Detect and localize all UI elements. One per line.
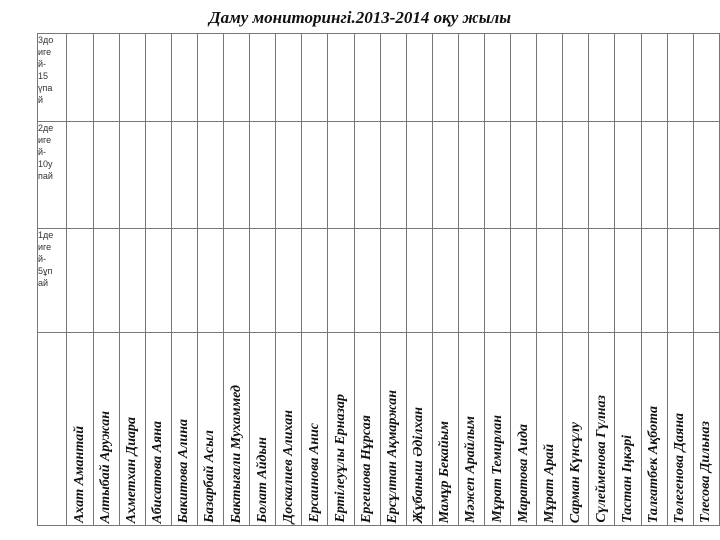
student-name-cell xyxy=(667,333,693,526)
score-row xyxy=(38,122,720,229)
row-header-line: 15 xyxy=(38,71,49,81)
student-name-cell xyxy=(589,333,615,526)
score-cell xyxy=(93,122,119,229)
student-name: Сарман Күнсұлу xyxy=(567,421,583,523)
student-name: Доскалиев Алихан xyxy=(280,409,296,523)
row-header-line: й- xyxy=(38,254,47,264)
score-cell xyxy=(380,122,406,229)
score-cell xyxy=(458,229,484,333)
student-name: Тлесова Дильназ xyxy=(698,421,714,523)
score-cell xyxy=(93,34,119,122)
student-name-cell xyxy=(224,333,250,526)
student-name: Маратова Аида xyxy=(515,424,531,523)
monitoring-table xyxy=(37,33,720,526)
student-name: Ахат Амантай xyxy=(72,426,88,523)
student-name: Тастан Іңкәрі xyxy=(619,435,635,523)
row-header xyxy=(38,34,67,122)
score-cell xyxy=(328,229,354,333)
row-header-line: ай xyxy=(38,278,49,288)
score-cell xyxy=(432,122,458,229)
student-name-cell xyxy=(641,333,667,526)
score-cell xyxy=(406,122,432,229)
student-name-cell xyxy=(563,333,589,526)
score-cell xyxy=(563,229,589,333)
score-cell xyxy=(380,34,406,122)
score-cell xyxy=(250,34,276,122)
student-name-cell xyxy=(406,333,432,526)
student-name-cell xyxy=(250,333,276,526)
row-header-line: үпа xyxy=(38,83,53,93)
page-title: Даму мониторингі.2013-2014 оқу жылы xyxy=(208,8,512,27)
score-cell xyxy=(511,229,537,333)
score-cell xyxy=(276,122,302,229)
score-cell xyxy=(589,34,615,122)
score-cell xyxy=(615,34,641,122)
score-cell xyxy=(537,122,563,229)
row-header-line: иге xyxy=(38,135,52,145)
student-name-cell xyxy=(693,333,719,526)
student-name: Болат Айдын xyxy=(254,437,270,523)
student-name-cell xyxy=(354,333,380,526)
score-cell xyxy=(693,122,719,229)
score-cell xyxy=(589,229,615,333)
score-cell xyxy=(537,229,563,333)
score-cell xyxy=(641,122,667,229)
score-cell xyxy=(250,229,276,333)
score-cell xyxy=(145,229,171,333)
score-cell xyxy=(224,229,250,333)
score-cell xyxy=(67,34,93,122)
student-name: Мұрат Темирлан xyxy=(489,415,505,523)
score-cell xyxy=(119,122,145,229)
score-cell xyxy=(667,34,693,122)
score-cell xyxy=(667,229,693,333)
score-cell xyxy=(328,34,354,122)
score-cell xyxy=(276,34,302,122)
row-header-line: й- xyxy=(38,59,47,69)
row-header-line: 3до xyxy=(38,35,54,45)
score-cell xyxy=(432,229,458,333)
student-name: Ерсұлтан Ақмаржан xyxy=(385,389,401,523)
student-name-cell xyxy=(484,333,510,526)
score-cell xyxy=(302,34,328,122)
student-name: Алтыбай Аружан xyxy=(98,410,114,523)
names-row-corner xyxy=(38,333,67,526)
score-cell xyxy=(563,122,589,229)
student-name: Төлегенова Даяна xyxy=(672,412,688,523)
score-cell xyxy=(432,34,458,122)
score-cell xyxy=(302,122,328,229)
score-cell xyxy=(641,34,667,122)
student-name: Талғатбек Ақбота xyxy=(646,405,662,523)
score-cell xyxy=(197,34,223,122)
student-name: Бактығали Мухаммед xyxy=(228,384,244,523)
score-cell xyxy=(67,122,93,229)
score-cell xyxy=(693,229,719,333)
score-cell xyxy=(302,229,328,333)
score-cell xyxy=(119,34,145,122)
row-header-line: 5ұп xyxy=(38,266,53,276)
row-header-line: й- xyxy=(38,147,47,157)
score-cell xyxy=(171,34,197,122)
student-name: Ерсаинова Анис xyxy=(306,423,322,523)
student-name: Мұрат Арай xyxy=(541,444,557,523)
row-header-line: й xyxy=(38,95,44,105)
score-cell xyxy=(641,229,667,333)
score-cell xyxy=(93,229,119,333)
student-name: Абисатова Аяна xyxy=(150,420,166,523)
student-name: Мамұр Бекайым xyxy=(437,420,453,523)
score-row xyxy=(38,34,720,122)
score-cell xyxy=(693,34,719,122)
score-cell xyxy=(667,122,693,229)
student-name-cell xyxy=(145,333,171,526)
score-cell xyxy=(171,229,197,333)
score-cell xyxy=(171,122,197,229)
student-name-cell xyxy=(276,333,302,526)
score-cell xyxy=(511,122,537,229)
student-name-cell xyxy=(328,333,354,526)
score-cell xyxy=(458,34,484,122)
row-header-line: иге xyxy=(38,242,52,252)
score-cell xyxy=(197,122,223,229)
score-cell xyxy=(145,122,171,229)
student-name-cell xyxy=(119,333,145,526)
student-name-cell xyxy=(67,333,93,526)
score-cell xyxy=(484,122,510,229)
score-cell xyxy=(197,229,223,333)
row-header xyxy=(38,122,67,229)
student-name-cell xyxy=(511,333,537,526)
score-cell xyxy=(406,229,432,333)
student-name: Ахметхан Диара xyxy=(124,416,140,523)
row-header xyxy=(38,229,67,333)
student-name: Сүлейменова Гүлназ xyxy=(593,395,609,523)
student-name: Базарбай Асыл xyxy=(202,430,218,523)
student-name-cell xyxy=(380,333,406,526)
names-row xyxy=(38,333,720,526)
score-cell xyxy=(276,229,302,333)
score-cell xyxy=(537,34,563,122)
score-cell xyxy=(250,122,276,229)
student-name: Ергешова Нұрсая xyxy=(359,415,375,523)
score-cell xyxy=(354,122,380,229)
student-name-cell xyxy=(458,333,484,526)
score-row xyxy=(38,229,720,333)
score-cell xyxy=(354,229,380,333)
score-cell xyxy=(67,229,93,333)
row-header-line: 2де xyxy=(38,123,54,133)
score-cell xyxy=(145,34,171,122)
score-cell xyxy=(354,34,380,122)
score-cell xyxy=(119,229,145,333)
score-cell xyxy=(328,122,354,229)
student-name-cell xyxy=(171,333,197,526)
row-header-line: пай xyxy=(38,171,53,181)
score-cell xyxy=(563,34,589,122)
row-header-line: 10у xyxy=(38,159,53,169)
student-name-cell xyxy=(537,333,563,526)
student-name: Бакитова Алина xyxy=(176,418,192,523)
student-name-cell xyxy=(615,333,641,526)
student-name: Жұбаныш Әділхан xyxy=(411,406,427,523)
score-cell xyxy=(484,34,510,122)
score-cell xyxy=(458,122,484,229)
score-cell xyxy=(615,229,641,333)
score-cell xyxy=(615,122,641,229)
student-name-cell xyxy=(197,333,223,526)
student-name: Ертілеуұлы Ерназар xyxy=(332,394,348,523)
score-cell xyxy=(511,34,537,122)
score-cell xyxy=(224,34,250,122)
student-name-cell xyxy=(432,333,458,526)
student-name-cell xyxy=(93,333,119,526)
score-cell xyxy=(406,34,432,122)
row-header-line: 1де xyxy=(38,230,54,240)
score-cell xyxy=(484,229,510,333)
score-cell xyxy=(589,122,615,229)
row-header-line: иге xyxy=(38,47,52,57)
score-cell xyxy=(224,122,250,229)
student-name: Мәжеп Арайлым xyxy=(463,416,479,523)
score-cell xyxy=(380,229,406,333)
student-name-cell xyxy=(302,333,328,526)
